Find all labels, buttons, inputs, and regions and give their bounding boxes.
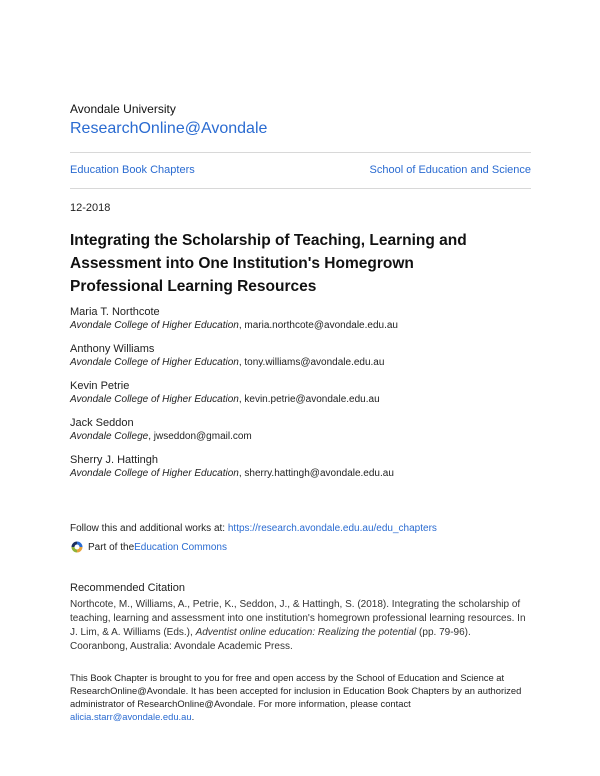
author-affiliation — [70, 319, 531, 333]
collection-url-link[interactable]: https://research.avondale.edu.au/edu_chapters — [227, 523, 437, 534]
institution-name: Avondale University — [70, 102, 176, 116]
author-name: Kevin Petrie — [70, 380, 130, 392]
collection-link-book-chapters[interactable]: Education Book Chapters — [70, 164, 195, 176]
repository-link[interactable]: ResearchOnline@Avondale — [70, 120, 268, 137]
contact-email-link[interactable]: alicia.starr@avondale.edu.au — [70, 711, 192, 722]
author-institution: Avondale College of Higher Education — [70, 320, 239, 331]
collection-link-school[interactable]: School of Education and Science — [369, 164, 531, 176]
divider-bottom — [70, 188, 531, 189]
follow-line — [70, 523, 437, 534]
author-institution: Avondale College of Higher Education — [70, 394, 239, 405]
divider-top — [70, 152, 531, 153]
commons-line — [70, 540, 227, 554]
citation-text: Northcote, M., Williams, A., Petrie, K., Seddon, J., & Hattingh, S. (2018). Integrating the scholarship of teaching, learning and assessment into one institution's homegrown professional learning resources. In J. Lim, & A. Williams (Eds.), — [70, 599, 526, 638]
author-email: , kevin.petrie@avondale.edu.au — [238, 394, 380, 405]
author-email: , sherry.hattingh@avondale.edu.au — [238, 468, 394, 479]
recommended-citation — [70, 598, 531, 654]
author-name: Anthony Williams — [70, 343, 155, 355]
author-entry — [70, 453, 531, 490]
author-name: Sherry J. Hattingh — [70, 454, 159, 466]
follow-prefix: Follow this and additional works at: — [70, 523, 228, 534]
author-email: , jwseddon@gmail.com — [148, 431, 252, 442]
citation-book-title: Adventist online education: Realizing the potential — [195, 627, 417, 638]
author-institution: Avondale College — [70, 431, 149, 442]
author-affiliation — [70, 393, 531, 407]
author-institution: Avondale College of Higher Education — [70, 468, 239, 479]
author-affiliation — [70, 430, 531, 444]
bepress-commons-icon — [70, 540, 84, 554]
education-commons-link[interactable]: Education Commons — [134, 541, 227, 553]
author-entry — [70, 379, 531, 416]
notice-end: . — [191, 711, 195, 722]
author-institution: Avondale College of Higher Education — [70, 357, 239, 368]
author-entry — [70, 305, 531, 342]
author-entry — [70, 416, 531, 453]
recommended-citation-heading: Recommended Citation — [70, 582, 185, 594]
access-notice — [70, 671, 531, 723]
author-list — [70, 305, 531, 490]
author-email: , maria.northcote@avondale.edu.au — [238, 320, 398, 331]
author-affiliation — [70, 467, 531, 481]
author-entry — [70, 342, 531, 379]
citation-text-end: (pp. 79-96). Cooranbong, Australia: Avondale Academic Press. — [70, 627, 471, 652]
notice-text: This Book Chapter is brought to you for free and open access by the School of Education and Science at ResearchOnline@Avondale. It has been accepted for inclusion in Education Book Chapters by an authorized administrator of ResearchOnline@Avondale. For more information, please contact — [70, 672, 522, 709]
publication-date: 12-2018 — [70, 202, 111, 214]
author-affiliation — [70, 356, 531, 370]
author-name: Jack Seddon — [70, 417, 134, 429]
author-name: Maria T. Northcote — [70, 306, 160, 318]
document-title: Integrating the Scholarship of Teaching, Learning and Assessment into One Institution's Homegrown Professional Learning Resources — [70, 232, 467, 295]
author-email: , tony.williams@avondale.edu.au — [238, 357, 385, 368]
commons-prefix: Part of the — [88, 541, 135, 553]
